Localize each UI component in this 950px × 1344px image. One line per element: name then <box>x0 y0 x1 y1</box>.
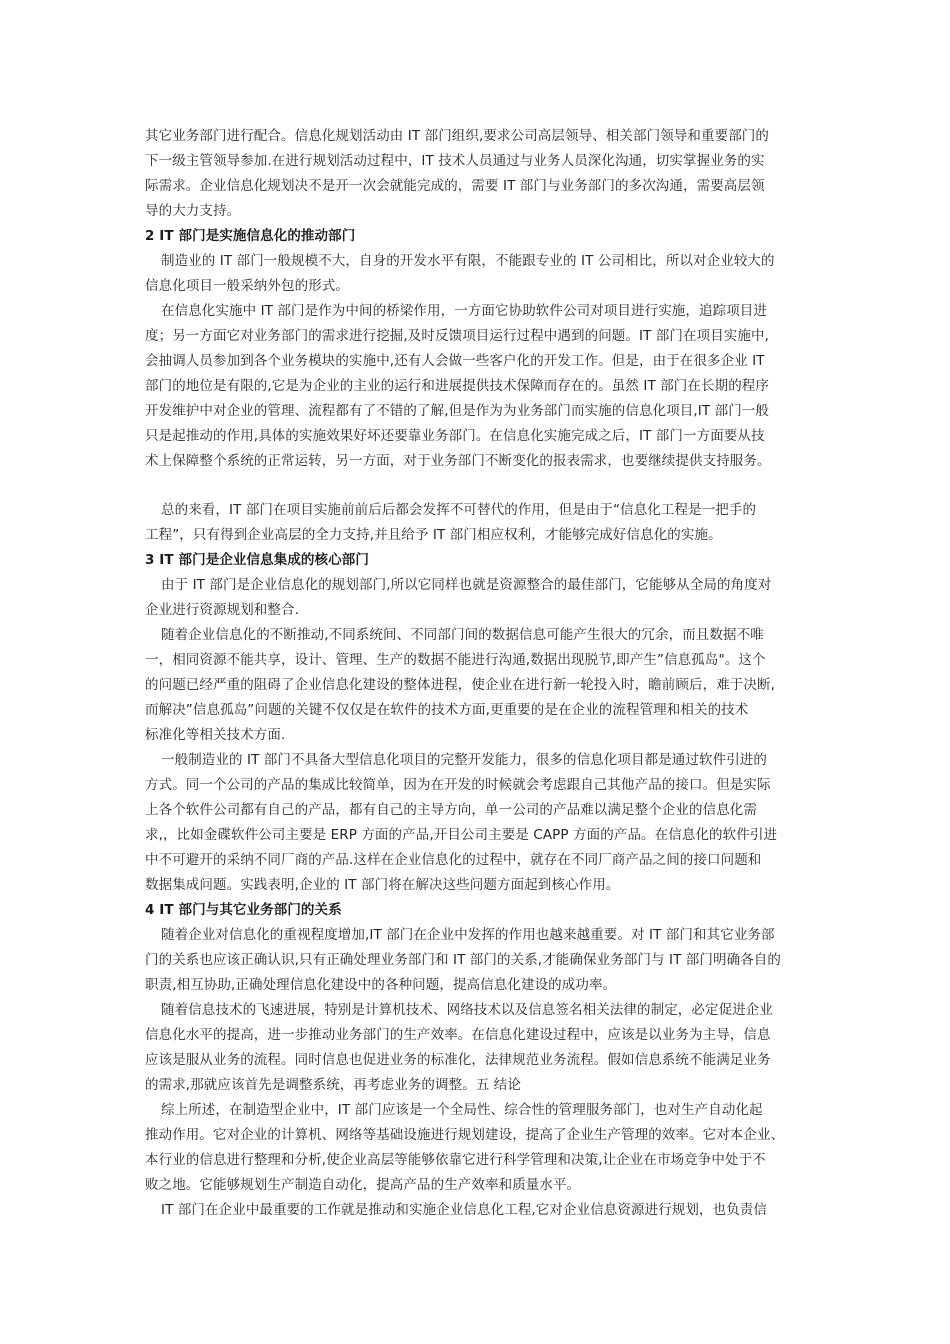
paragraph-line: 度；另一方面它对业务部门的需求进行挖掘,及时反馈项目运行过程中遇到的问题。IT 部门在项目实施中, <box>145 328 769 344</box>
paragraph-line: 企业进行资源规划和整合. <box>145 602 299 618</box>
paragraph-line: 门的关系也应该正确认识,只有正确处理业务部门和 IT 部门的关系,才能确保业务部门与 IT 部门明确各自的 <box>145 952 782 968</box>
paragraph-line: 随着企业对信息化的重视程度增加,IT 部门在企业中发挥的作用也越来越重要。对 IT 部门和其它业务部 <box>161 927 775 943</box>
paragraph-line: 推动作用。它对企业的计算机、网络等基础设施进行规划建设，提高了企业生产管理的效率。它对本企业、 <box>145 1127 785 1143</box>
paragraph-line: 综上所述，在制造型企业中，IT 部门应该是一个全局性、综合性的管理服务部门，也对生产自动化起 <box>161 1102 763 1118</box>
paragraph-line: 随着信息技术的飞速进展，特别是计算机技术、网络技术以及信息签名相关法律的制定，必定促进企业 <box>161 1002 773 1018</box>
paragraph-line: 信息化项目一般采纳外包的形式。 <box>145 278 349 294</box>
paragraph-line: 数据集成问题。实践表明,企业的 IT 部门将在解决这些问题方面起到核心作用。 <box>145 877 620 893</box>
paragraph-line: 标准化等相关技术方面. <box>145 727 286 743</box>
paragraph-line: 一般制造业的 IT 部门不具备大型信息化项目的完整开发能力，很多的信息化项目都是通过软件引进的 <box>161 752 768 768</box>
paragraph-line: 只是起推动的作用,具体的实施效果好坏还要靠业务部门。在信息化实施完成之后，IT 部门一方面要从技 <box>145 428 765 444</box>
paragraph-line: 开发维护中对企业的管理、流程都有了不错的了解,但是作为为业务部门而实施的信息化项目,IT 部门一般 <box>145 403 769 419</box>
paragraph-line: 败之地。它能够规划生产制造自动化，提高产品的生产效率和质量水平。 <box>145 1177 581 1193</box>
paragraph-line: 信息化水平的提高，进一步推动业务部门的生产效率。在信息化建设过程中，应该是以业务为主导，信息 <box>145 1027 771 1043</box>
paragraph-line: 一，相同资源不能共享，设计、管理、生产的数据不能进行沟通,数据出现脱节,即产生”信息孤岛"。这个 <box>145 652 766 668</box>
paragraph-line: 工程”，只有得到企业高层的全力支持,并且给予 IT 部门相应权利，才能够完成好信息化的实施。 <box>145 527 722 543</box>
paragraph-line: 上各个软件公司都有自己的产品，都有自己的主导方向，单一公司的产品难以满足整个企业的信息化需 <box>145 802 757 818</box>
paragraph-line: 的问题已经严重的阻碍了企业信息化建设的整体进程，使企业在进行新一轮投入时，瞻前顾后，难于决断, <box>145 677 775 693</box>
paragraph-line: IT 部门在企业中最重要的工作就是推动和实施企业信息化工程,它对企业信息资源进行规划，也负责信 <box>161 1202 768 1218</box>
paragraph-line: 而解决”信息孤岛”问题的关键不仅仅是在软件的技术方面,更重要的是在企业的流程管理和相关的技术 <box>145 702 749 718</box>
paragraph-line: 职责,相互协助,正确处理信息化建设中的各种问题，提高信息化建设的成功率。 <box>145 977 617 993</box>
paragraph-line: 本行业的信息进行整理和分析,使企业高层等能够依靠它进行科学管理和决策,让企业在市场竞争中处于不 <box>145 1152 766 1168</box>
paragraph-line: 术上保障整个系统的正常运转，另一方面，对于业务部门不断变化的报表需求，也要继续提供支持服务。 <box>145 453 771 469</box>
section-heading: 2 IT 部门是实施信息化的推动部门 <box>145 228 356 244</box>
paragraph-line: 求,，比如金碟软件公司主要是 ERP 方面的产品,开目公司主要是 CAPP 方面的产品。在信息化的软件引进 <box>145 827 778 843</box>
paragraph-line: 由于 IT 部门是企业信息化的规划部门,所以它同样也就是资源整合的最佳部门，它能够从全局的角度对 <box>161 577 772 593</box>
paragraph-line: 部门的地位是有限的,它是为企业的主业的运行和进展提供技术保障而存在的。虽然 IT 部门在长期的程序 <box>145 378 769 394</box>
paragraph-line: 在信息化实施中 IT 部门是作为中间的桥梁作用，一方面它协助软件公司对项目进行实施，追踪项目进 <box>161 303 768 319</box>
paragraph-line: 的需求,那就应该首先是调整系统，再考虑业务的调整。五 结论 <box>145 1077 521 1093</box>
paragraph-line: 会抽调人员参加到各个业务模块的实施中,还有人会做一些客户化的开发工作。但是，由于在很多企业 IT <box>145 353 765 369</box>
paragraph-line: 方式。同一个公司的产品的集成比较简单，因为在开发的时候就会考虑跟自己其他产品的接口。但是实际 <box>145 777 771 793</box>
section-heading: 4 IT 部门与其它业务部门的关系 <box>145 902 342 918</box>
paragraph-line: 制造业的 IT 部门一般规模不大，自身的开发水平有限，不能跟专业的 IT 公司相比，所以对企业较大的 <box>161 253 775 269</box>
paragraph-line: 导的大力支持。 <box>145 203 241 219</box>
paragraph-line: 中不可避开的采纳不同厂商的产品.这样在企业信息化的过程中，就存在不同厂商产品之间的接口问题和 <box>145 852 762 868</box>
paragraph-line: 下一级主管领导参加.在进行规划活动过程中，IT 技术人员通过与业务人员深化沟通，切实掌握业务的实 <box>145 153 765 169</box>
paragraph-line: 总的来看，IT 部门在项目实施前前后后都会发挥不可替代的作用，但是由于“信息化工程是一把手的 <box>161 502 757 518</box>
paragraph-line: 际需求。企业信息化规划决不是开一次会就能完成的，需要 IT 部门与业务部门的多次沟通，需要高层领 <box>145 178 765 194</box>
section-heading: 3 IT 部门是企业信息集成的核心部门 <box>145 552 369 568</box>
paragraph-line: 其它业务部门进行配合。信息化规划活动由 IT 部门组织,要求公司高层领导、相关部门领导和重要部门的 <box>145 128 769 144</box>
paragraph-line: 应该是服从业务的流程。同时信息也促进业务的标准化，法律规范业务流程。假如信息系统不能满足业务 <box>145 1052 771 1068</box>
paragraph-line: 随着企业信息化的不断推动,不同系统间、不同部门间的数据信息可能产生很大的冗余，而且数据不唯 <box>161 627 764 643</box>
